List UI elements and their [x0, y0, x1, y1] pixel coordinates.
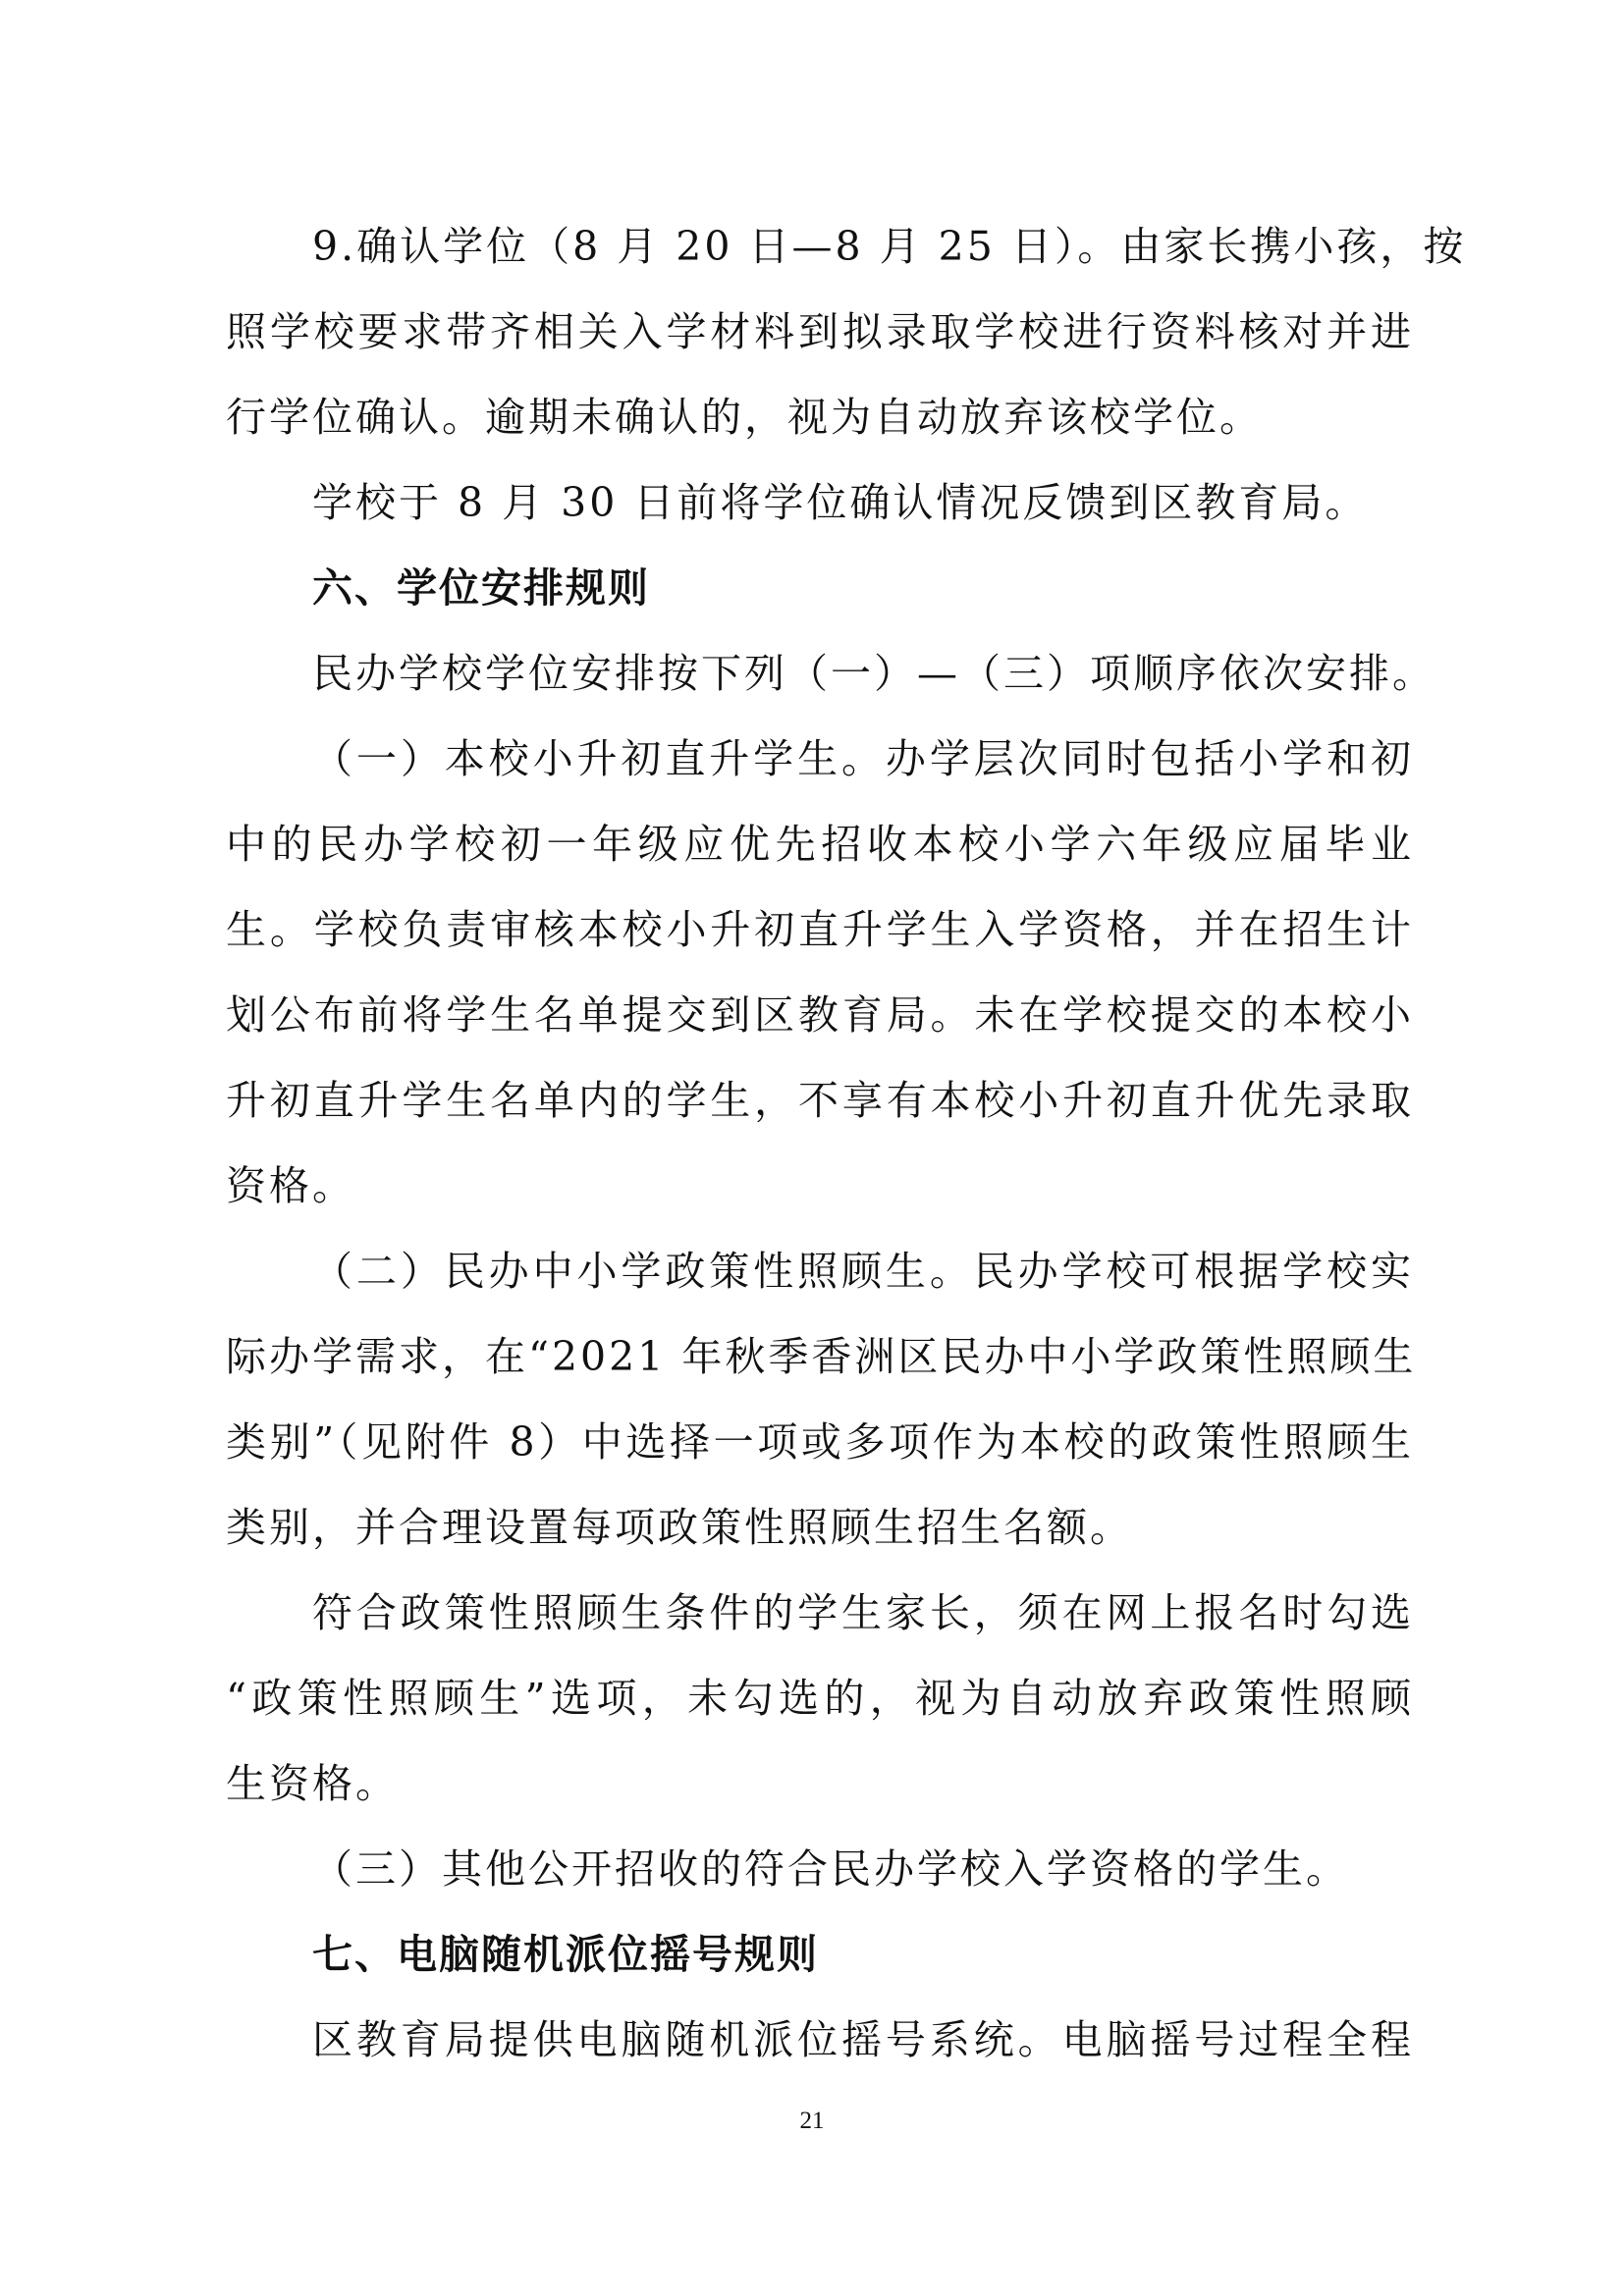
paragraph-line: 照学校要求带齐相关入学材料到拟录取学校进行资料核对并进: [226, 308, 1414, 355]
paragraph-line: 际办学需求，在“2021 年秋季香洲区民办中小学政策性照顾生: [226, 1333, 1417, 1380]
paragraph-line: 划公布前将学生名单提交到区教育局。未在学校提交的本校小: [226, 991, 1414, 1039]
paragraph-line: （二）民办中小学政策性照顾生。民办学校可根据学校实: [312, 1248, 1414, 1295]
paragraph-line: 升初直升学生名单内的学生，不享有本校小升初直升优先录取: [226, 1077, 1414, 1124]
paragraph-line: 行学位确认。逾期未确认的，视为自动放弃该校学位。: [226, 394, 1263, 441]
section-heading-6: 六、学位安排规则: [312, 564, 650, 612]
paragraph-line: 生资格。: [226, 1760, 399, 1807]
paragraph-line: 9.确认学位（8 月 20 日—8 月 25 日）。由家长携小孩，按: [312, 223, 1467, 270]
paragraph-line: 类别，并合理设置每项政策性照顾生招生名额。: [226, 1504, 1133, 1551]
paragraph-line: 中的民办学校初一年级应优先招收本校小学六年级应届毕业: [226, 821, 1414, 868]
paragraph-line: 资格。: [226, 1162, 355, 1209]
paragraph-line: 类别”（见附件 8）中选择一项或多项作为本校的政策性照顾生: [226, 1418, 1414, 1466]
paragraph-line: “政策性照顾生”选项，未勾选的，视为自动放弃政策性照顾: [226, 1675, 1414, 1722]
paragraph-line: 生。学校负责审核本校小升初直升学生入学资格，并在招生计: [226, 906, 1414, 953]
paragraph-line: 学校于 8 月 30 日前将学位确认情况反馈到区教育局。: [312, 479, 1369, 526]
paragraph-line: 符合政策性照顾生条件的学生家长，须在网上报名时勾选: [312, 1589, 1414, 1636]
paragraph-line: （一）本校小升初直升学生。办学层次同时包括小学和初: [312, 735, 1414, 782]
section-heading-7: 七、电脑随机派位摇号规则: [312, 1931, 819, 1978]
page-number: 21: [799, 2108, 825, 2134]
paragraph-line: （三）其他公开招收的符合民办学校入学资格的学生。: [312, 1845, 1349, 1893]
paragraph-line: 民办学校学位安排按下列（一）—（三）项顺序依次安排。: [312, 650, 1435, 697]
paragraph-line: 区教育局提供电脑随机派位摇号系统。电脑摇号过程全程: [312, 2016, 1414, 2063]
